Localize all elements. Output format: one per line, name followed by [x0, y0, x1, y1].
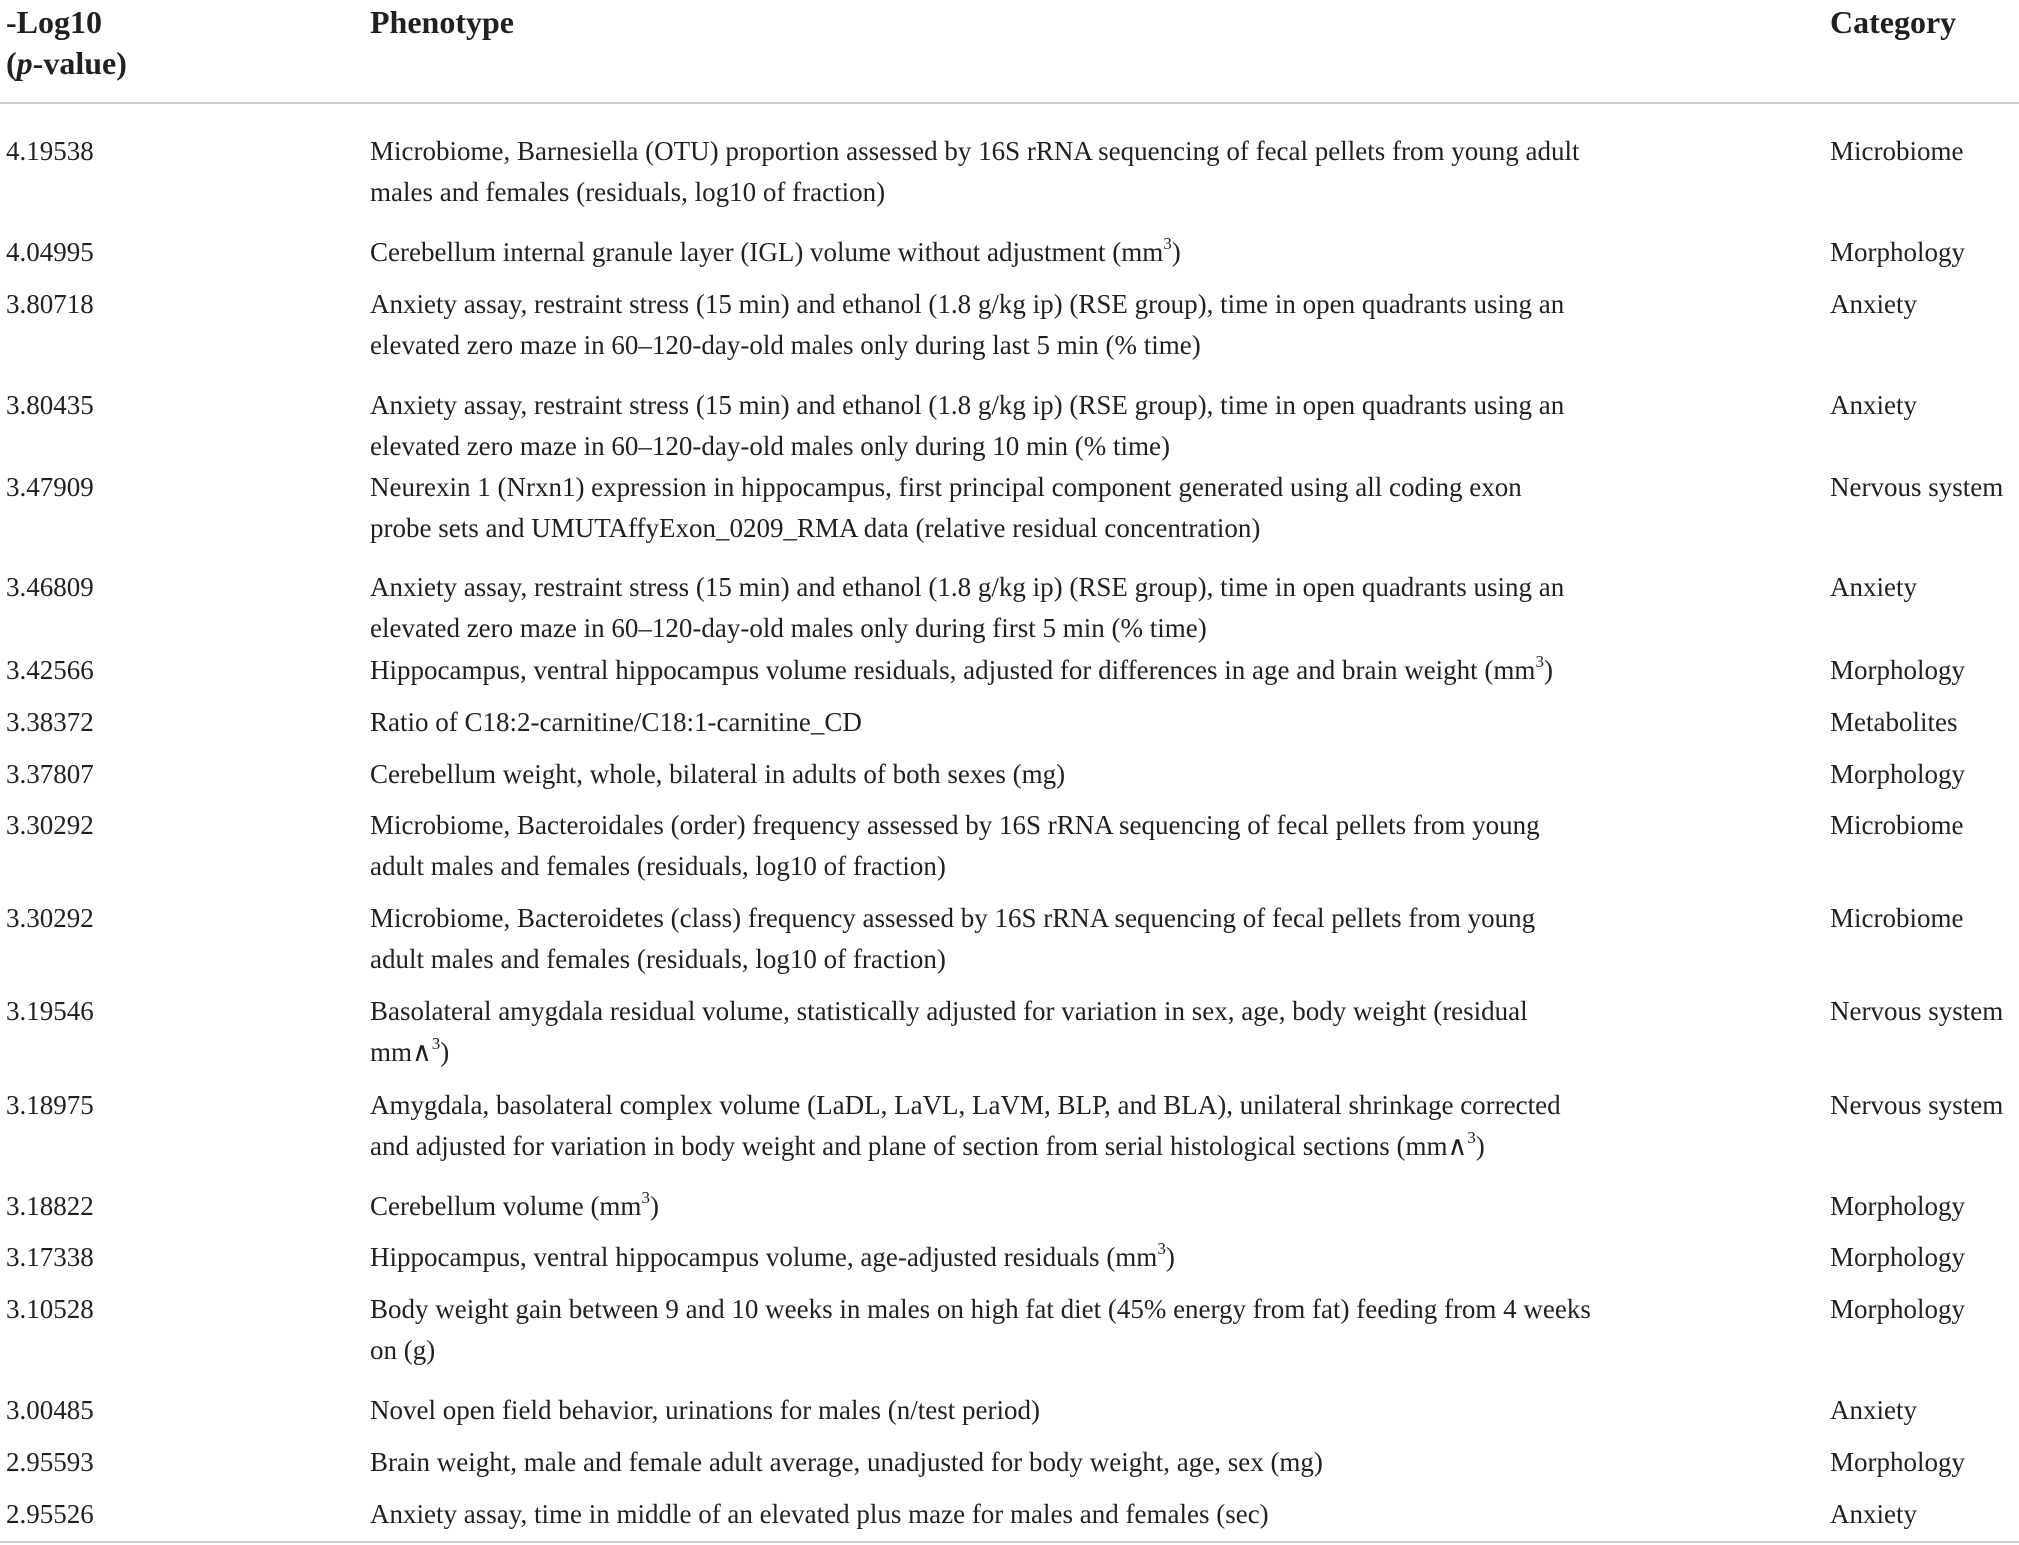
phenotype-text-end: )	[1171, 237, 1181, 267]
phenotype-line	[370, 1186, 1670, 1227]
phenotype-line: probe sets and UMUTAffyExon_0209_RMA data (relative residual concentration)	[370, 513, 1261, 543]
phenotype-cell	[370, 1442, 1670, 1483]
category-cell: Nervous system	[1830, 472, 2004, 502]
phenotype-text: Hippocampus, ventral hippocampus volume residuals, adjusted for differences in age and brain weight (mm	[370, 655, 1536, 685]
category-cell: Anxiety	[1830, 289, 1917, 319]
pvalue-cell: 3.17338	[6, 1242, 94, 1272]
phenotype-line: Microbiome, Bacteroidetes (class) frequency assessed by 16S rRNA sequencing of fecal pellets from young	[370, 903, 1536, 933]
phenotype-line: adult males and females (residuals, log10 of fraction)	[370, 851, 946, 881]
phenotype-text-end: )	[440, 1037, 450, 1067]
phenotype-text: Cerebellum internal granule layer (IGL) volume without adjustment (mm	[370, 237, 1164, 267]
header-pvalue-line2	[6, 43, 127, 84]
phenotype-line: Neurexin 1 (Nrxn1) expression in hippocampus, first principal component generated using all coding exon	[370, 472, 1522, 502]
phenotype-line: Ratio of C18:2-carnitine/C18:1-carnitine_CD	[370, 707, 862, 737]
phenotype-line	[370, 232, 1670, 273]
phenotype-text: and adjusted for variation in body weight and plane of section from serial histological sections (mm∧	[370, 1131, 1468, 1161]
phenotype-line: Basolateral amygdala residual volume, statistically adjusted for variation in sex, age, body weight (residual	[370, 996, 1528, 1026]
phenotype-text-end: )	[1165, 1242, 1175, 1272]
category-cell: Morphology	[1830, 1242, 1965, 1272]
header-pvalue-italic: p	[16, 45, 33, 81]
phenotype-cell	[370, 650, 1670, 691]
header-pvalue-open: (	[6, 45, 17, 81]
category-cell: Microbiome	[1830, 810, 1964, 840]
phenotype-cell	[370, 567, 1670, 649]
phenotype-line	[370, 1237, 1670, 1278]
phenotype-cell	[370, 1494, 1670, 1535]
phenotype-cell	[370, 754, 1670, 795]
pvalue-cell: 3.18822	[6, 1191, 94, 1221]
pvalue-cell: 3.46809	[6, 572, 94, 602]
phenotype-cell	[370, 1390, 1670, 1431]
category-cell: Anxiety	[1830, 1395, 1917, 1425]
category-cell: Morphology	[1830, 1294, 1965, 1324]
header-category: Category	[1830, 4, 1957, 40]
table-bottom-rule	[0, 1541, 2019, 1543]
header-phenotype: Phenotype	[370, 4, 514, 40]
phenotype-line: Amygdala, basolateral complex volume (LaDL, LaVL, LaVM, BLP, and BLA), unilateral shrinkage corrected	[370, 1090, 1561, 1120]
category-cell: Morphology	[1830, 655, 1965, 685]
phenotype-line: Cerebellum weight, whole, bilateral in adults of both sexes (mg)	[370, 759, 1066, 789]
pvalue-cell: 3.37807	[6, 759, 94, 789]
phenotype-line: Microbiome, Barnesiella (OTU) proportion assessed by 16S rRNA sequencing of fecal pellets from young adult	[370, 136, 1580, 166]
category-cell: Anxiety	[1830, 390, 1917, 420]
phenotype-cell	[370, 385, 1670, 467]
phenotype-cell	[370, 805, 1670, 887]
pvalue-cell: 4.04995	[6, 237, 94, 267]
superscript: 3	[1535, 652, 1544, 671]
category-cell: Microbiome	[1830, 136, 1964, 166]
superscript: 3	[431, 1034, 441, 1053]
category-cell: Anxiety	[1830, 1499, 1917, 1529]
phenotype-line	[370, 1126, 1670, 1167]
category-cell: Morphology	[1830, 237, 1965, 267]
category-cell: Anxiety	[1830, 572, 1917, 602]
phenotype-line: Novel open field behavior, urinations for males (n/test period)	[370, 1395, 1040, 1425]
pvalue-cell: 3.30292	[6, 810, 94, 840]
pvalue-cell: 3.10528	[6, 1294, 94, 1324]
header-pvalue-line1: -Log10	[6, 4, 102, 40]
phenotype-cell	[370, 1289, 1670, 1371]
phenotype-line	[370, 1032, 1670, 1073]
phenotype-text-end: )	[649, 1191, 659, 1221]
pvalue-cell: 3.18975	[6, 1090, 94, 1120]
category-cell: Morphology	[1830, 1447, 1965, 1477]
phenotype-cell	[370, 1237, 1670, 1278]
phenotype-line: Microbiome, Bacteroidales (order) frequency assessed by 16S rRNA sequencing of fecal pellets from young	[370, 810, 1540, 840]
phenotype-line: elevated zero maze in 60–120-day-old males only during last 5 min (% time)	[370, 330, 1201, 360]
superscript: 3	[1163, 234, 1172, 253]
category-cell: Metabolites	[1830, 707, 1958, 737]
pvalue-cell: 2.95526	[6, 1499, 94, 1529]
header-pvalue	[6, 2, 127, 84]
phenotype-line: Anxiety assay, time in middle of an elevated plus maze for males and females (sec)	[370, 1499, 1269, 1529]
header-pvalue-rest: -value)	[32, 45, 127, 81]
pvalue-cell: 3.42566	[6, 655, 94, 685]
superscript: 3	[1467, 1128, 1476, 1147]
phenotype-line: elevated zero maze in 60–120-day-old males only during 10 min (% time)	[370, 431, 1171, 461]
phenotype-cell	[370, 702, 1670, 743]
phenotype-cell	[370, 1186, 1670, 1227]
phenotype-line: Body weight gain between 9 and 10 weeks in males on high fat diet (45% energy from fat) feeding from 4 weeks	[370, 1294, 1591, 1324]
pvalue-cell: 4.19538	[6, 136, 94, 166]
pvalue-cell: 3.30292	[6, 903, 94, 933]
phenotype-text-end: )	[1475, 1131, 1485, 1161]
category-cell: Morphology	[1830, 759, 1965, 789]
phenotype-line: Anxiety assay, restraint stress (15 min) and ethanol (1.8 g/kg ip) (RSE group), time in open quadrants using an	[370, 572, 1565, 602]
pvalue-cell: 3.00485	[6, 1395, 94, 1425]
phenotype-cell	[370, 898, 1670, 980]
category-cell: Morphology	[1830, 1191, 1965, 1221]
phenotype-line: Anxiety assay, restraint stress (15 min) and ethanol (1.8 g/kg ip) (RSE group), time in open quadrants using an	[370, 390, 1565, 420]
superscript: 3	[1157, 1239, 1166, 1258]
phenotype-text-end: )	[1543, 655, 1553, 685]
phenotype-cell	[370, 991, 1670, 1073]
phenotype-line: Brain weight, male and female adult average, unadjusted for body weight, age, sex (mg)	[370, 1447, 1323, 1477]
phenotype-text: Cerebellum volume (mm	[370, 1191, 642, 1221]
category-cell: Nervous system	[1830, 1090, 2004, 1120]
phenotype-line: Anxiety assay, restraint stress (15 min) and ethanol (1.8 g/kg ip) (RSE group), time in open quadrants using an	[370, 289, 1565, 319]
phenotype-cell	[370, 467, 1670, 549]
phenotype-cell	[370, 284, 1670, 366]
pvalue-cell: 3.19546	[6, 996, 94, 1026]
pvalue-cell: 3.38372	[6, 707, 94, 737]
table-header	[0, 0, 2019, 104]
phenotype-text: mm∧	[370, 1037, 432, 1067]
phenotype-line: adult males and females (residuals, log10 of fraction)	[370, 944, 946, 974]
phenotype-line: males and females (residuals, log10 of fraction)	[370, 177, 886, 207]
superscript: 3	[641, 1188, 650, 1207]
pvalue-cell: 3.80435	[6, 390, 94, 420]
phenotype-line: on (g)	[370, 1335, 436, 1365]
pvalue-cell: 3.47909	[6, 472, 94, 502]
phenotype-line: elevated zero maze in 60–120-day-old males only during first 5 min (% time)	[370, 613, 1207, 643]
phenotype-cell	[370, 1085, 1670, 1167]
category-cell: Nervous system	[1830, 996, 2004, 1026]
phenotype-text: Hippocampus, ventral hippocampus volume, age-adjusted residuals (mm	[370, 1242, 1158, 1272]
pvalue-cell: 2.95593	[6, 1447, 94, 1477]
pvalue-cell: 3.80718	[6, 289, 94, 319]
phenotype-line	[370, 650, 1670, 691]
phenotype-cell	[370, 232, 1670, 273]
category-cell: Microbiome	[1830, 903, 1964, 933]
phenotype-cell	[370, 131, 1670, 213]
